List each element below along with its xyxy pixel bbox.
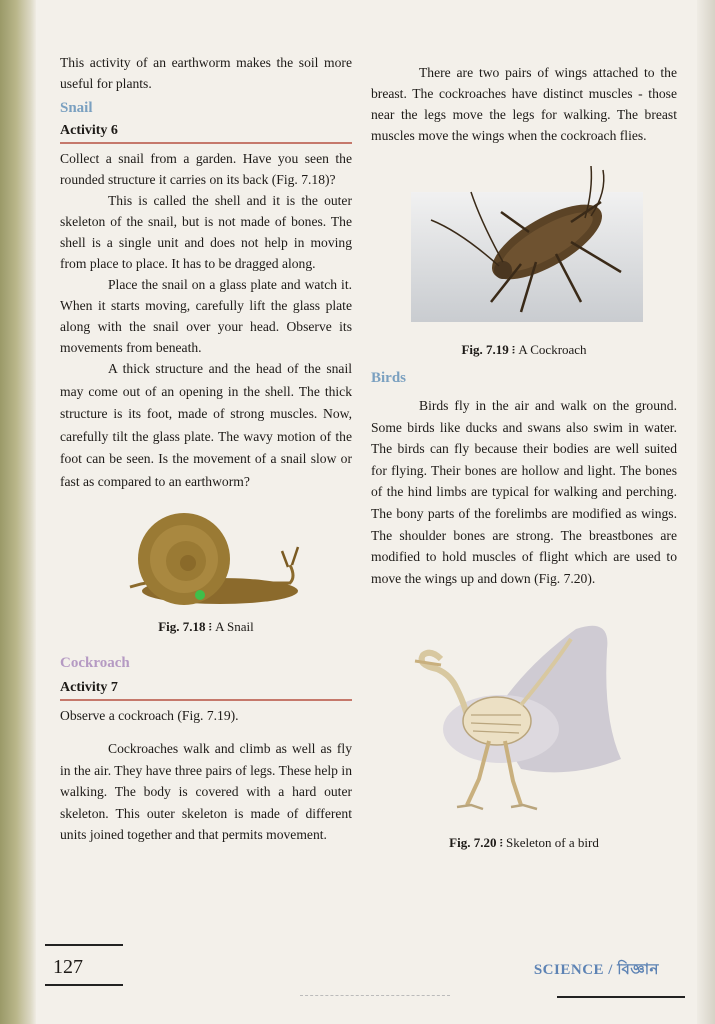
fig-7-20-caption xyxy=(371,835,677,851)
fig-7-18-text: A Snail xyxy=(215,619,254,634)
bird-skeleton-illustration xyxy=(371,609,677,829)
wings-paragraph: There are two pairs of wings attached to the breast. The cockroaches have distinct muscles - those near the legs move the legs for walking. The breast muscles move the wings when the cockroach flies. xyxy=(371,65,677,143)
cockroach-illustration xyxy=(371,162,677,334)
fig-7-19-caption xyxy=(371,342,677,358)
fig-7-19-number: Fig. 7.19 xyxy=(461,342,509,357)
snail-illustration xyxy=(60,507,352,615)
fig-7-18-number: Fig. 7.18 xyxy=(158,619,206,634)
fig-7-20-text: Skeleton of a bird xyxy=(506,835,599,851)
left-column xyxy=(60,52,352,846)
caption-separator: ፧ xyxy=(499,835,503,851)
cockroach-heading: Cockroach xyxy=(60,655,130,671)
page-edge-shadow xyxy=(697,0,715,1024)
activity-6-label: Activity 6 xyxy=(60,123,352,144)
fig-7-20-number: Fig. 7.20 xyxy=(449,835,497,851)
page-number: 127 xyxy=(45,944,123,986)
activity-6-paragraph-4: A thick structure and the head of the snail may come out of an opening in the shell. The thick structure is its foot, made of strong muscles. Now, carefully tilt the glass plate. The wavy motion of the foot can be seen. Is the movement of a snail slow or fast as compared to an earthworm? xyxy=(60,361,352,489)
caption-separator: ፧ xyxy=(208,619,212,634)
activity-7-paragraph-2: Cockroaches walk and climb as well as fly in the air. They have three pairs of legs. These help in walking. The body is covered with a hard outer skeleton. This outer skeleton is made of different units joined together and that permits movement. xyxy=(60,741,352,842)
birds-heading: Birds xyxy=(371,370,407,386)
footer-divider xyxy=(300,995,450,996)
caption-separator: ፧ xyxy=(512,342,516,357)
activity-6-paragraph-2: This is called the shell and it is the outer skeleton of the snail, but is not made of bones. The shell is a single unit and does not help in moving from place to place. It has to be dragged along. xyxy=(60,193,352,271)
intro-paragraph: This activity of an earthworm makes the soil more useful for plants. xyxy=(60,55,352,91)
fig-7-19-text: A Cockroach xyxy=(518,342,587,357)
activity-6-paragraph-1: Collect a snail from a garden. Have you seen the rounded structure it carries on its back (Fig. 7.18)? xyxy=(60,151,352,187)
book-spine xyxy=(0,0,36,1024)
activity-7-paragraph-1: Observe a cockroach (Fig. 7.19). xyxy=(60,708,239,723)
snail-figure xyxy=(60,507,352,615)
activity-7-label: Activity 7 xyxy=(60,680,352,701)
birds-paragraph: Birds fly in the air and walk on the ground. Some birds like ducks and swans also swim in water. The birds can fly because their bodies are well suited for flying. Their bones are hollow and light. The bones of the hind limbs are typical for walking and perching. The bony parts of the forelimbs are modified as wings. The shoulder bones are strong. The breastbones are modified to hold muscles of flight which are used to move the wings up and down (Fig. 7.20). xyxy=(371,398,677,586)
footer-rule xyxy=(557,996,685,998)
right-column xyxy=(371,62,677,851)
activity-6-paragraph-3: Place the snail on a glass plate and watch it. When it starts moving, carefully lift the glass plate along with the snail over your head. Observe its movements from beneath. xyxy=(60,277,352,355)
cockroach-figure xyxy=(371,162,677,334)
bird-skeleton-figure xyxy=(371,609,677,829)
book-title: SCIENCE / বিজ্ঞান xyxy=(533,962,659,978)
fig-7-18-caption xyxy=(60,619,352,635)
snail-heading: Snail xyxy=(60,100,93,116)
